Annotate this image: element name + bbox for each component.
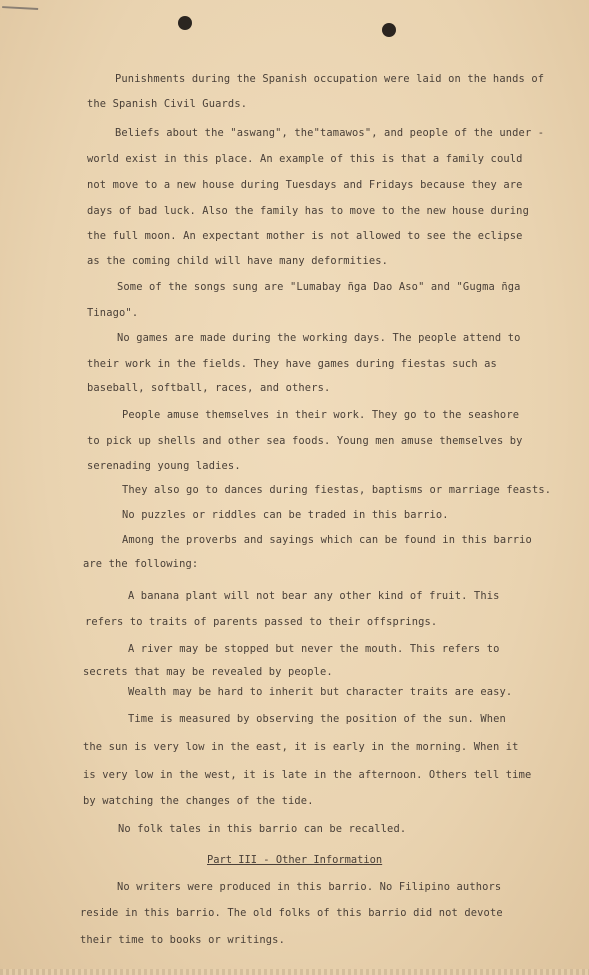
text-line: They also go to dances during fiestas, baptisms or marriage feasts.	[122, 484, 552, 496]
text-line: No writers were produced in this barrio. No Filipino authors	[117, 881, 502, 893]
text-line: No games are made during the working days. The people attend to	[117, 332, 521, 344]
text-line: are the following:	[83, 558, 199, 570]
text-line: baseball, softball, races, and others.	[87, 382, 331, 394]
text-line: reside in this barrio. The old folks of this barrio did not devote	[80, 907, 503, 919]
text-line: Time is measured by observing the position of the sun. When	[128, 713, 506, 725]
text-line: secrets that may be revealed by people.	[83, 666, 333, 678]
punch-hole-right	[382, 23, 396, 37]
text-line: by watching the changes of the tide.	[83, 795, 314, 807]
text-line: serenading young ladies.	[87, 460, 241, 472]
text-line: their time to books or writings.	[80, 934, 285, 946]
scan-edge-strip	[0, 969, 589, 975]
text-line: the sun is very low in the east, it is early in the morning. When it	[83, 741, 519, 753]
text-line: days of bad luck. Also the family has to move to the new house during	[87, 205, 529, 217]
text-line: A banana plant will not bear any other kind of fruit. This	[128, 590, 500, 602]
text-line: No folk tales in this barrio can be recalled.	[118, 823, 407, 835]
text-line: Beliefs about the "aswang", the"tamawos", and people of the under -	[115, 127, 545, 139]
text-line: refers to traits of parents passed to their offsprings.	[85, 616, 438, 628]
text-line: is very low in the west, it is late in the afternoon. Others tell time	[83, 769, 532, 781]
text-line: world exist in this place. An example of this is that a family could	[87, 153, 523, 165]
text-line: Some of the songs sung are "Lumabay ñga Dao Aso" and "Gugma ñga	[117, 281, 521, 293]
text-line: A river may be stopped but never the mouth. This refers to	[128, 643, 500, 655]
section-heading: Part III - Other Information	[207, 854, 383, 866]
text-line: not move to a new house during Tuesdays and Fridays because they are	[87, 179, 523, 191]
corner-pencil-mark	[2, 6, 38, 16]
text-line: as the coming child will have many deformities.	[87, 255, 389, 267]
text-line: Punishments during the Spanish occupation were laid on the hands of	[115, 73, 545, 85]
text-line: their work in the fields. They have games during fiestas such as	[87, 358, 497, 370]
text-line: the full moon. An expectant mother is not allowed to see the eclipse	[87, 230, 523, 242]
text-line: to pick up shells and other sea foods. Young men amuse themselves by	[87, 435, 523, 447]
text-line: No puzzles or riddles can be traded in this barrio.	[122, 509, 449, 521]
punch-hole-left	[178, 16, 192, 30]
text-line: the Spanish Civil Guards.	[87, 98, 248, 110]
text-line: Among the proverbs and sayings which can be found in this barrio	[122, 534, 532, 546]
text-line: Wealth may be hard to inherit but character traits are easy.	[128, 686, 513, 698]
text-line: People amuse themselves in their work. They go to the seashore	[122, 409, 520, 421]
text-line: Tinago".	[87, 307, 139, 319]
